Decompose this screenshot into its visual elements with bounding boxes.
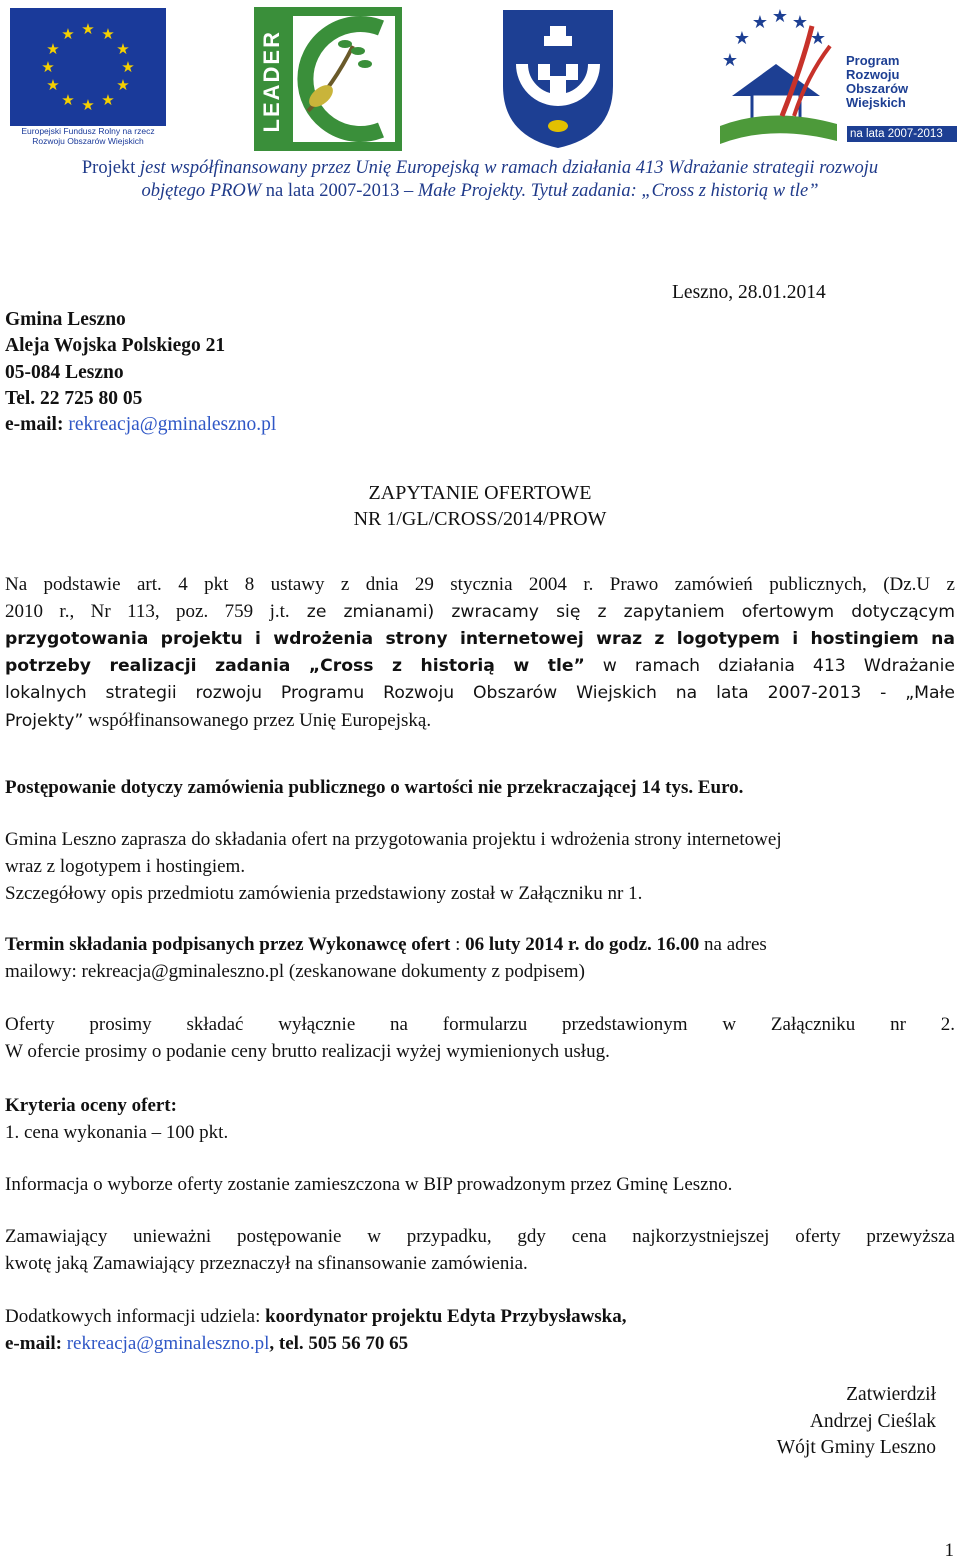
svg-text:★: ★ [791,12,809,33]
invite-line-3: Szczegółowy opis przedmiotu zamówienia przedstawiony został w Załączniku nr 1. [5,883,643,904]
title-line-1: ZAPYTANIE OFERTOWE [368,482,592,504]
info-paragraph: Informacja o wyborze oferty zostanie zamieszczona w BIP prowadzonym przez Gminę Leszno. [5,1174,733,1195]
intro-line-3: przygotowania projektu i wdrożenia strony internetowej wraz z logotypem i hostingiem na [5,629,955,649]
leader-logo [253,6,403,152]
cancel-line-2: kwotę jaką Zamawiający przeznaczył na sfinansowanie zamówienia. [5,1253,528,1274]
cancel-line-1: Zamawiający unieważni postępowanie w przypadku, gdy cena najkorzystniejszej oferty przewyższa [5,1226,955,1247]
intro-line-1: Na podstawie art. 4 pkt 8 ustawy z dnia 29 stycznia 2004 r. Prawo zamówień publicznych, (Dz.U z [5,574,955,595]
intro-line-6: Projekty” współfinansowanego przez Unię Europejską. [5,710,432,731]
coat-of-arms-logo [498,6,618,152]
svg-text:★: ★ [81,20,95,38]
svg-text:★: ★ [733,28,751,49]
svg-text:★: ★ [46,40,60,58]
svg-text:★: ★ [771,6,789,27]
criteria-item-1: 1. cena wykonania – 100 pkt. [5,1122,229,1143]
document-date: Leszno, 28.01.2014 [672,282,826,303]
document-title [0,480,960,532]
signature-role: Wójt Gminy Leszno [776,1437,936,1458]
sender-city: 05-084 Leszno [5,361,124,383]
form-line-2: W ofercie prosimy o podanie ceny brutto realizacji wyżej wymienionych usług. [5,1041,610,1062]
svg-text:★: ★ [81,96,95,114]
svg-text:★: ★ [61,25,75,43]
funding-banner [0,157,960,203]
sender-email-row: e-mail: rekreacja@gminaleszno.pl [5,414,277,436]
signature-approved: Zatwierdził [846,1384,936,1405]
signature-block [777,1382,936,1462]
sender-address [5,307,276,438]
svg-text:★: ★ [101,25,115,43]
banner-line-1: Projekt jest współfinansowany przez Unię Europejską w ramach działania 413 Wdrażanie strategii rozwoju [81,158,879,178]
eu-logo [8,6,168,146]
svg-text:★: ★ [46,76,60,94]
form-line-1: Oferty prosimy składać wyłącznie na formularzu przedstawionym w Załączniku nr 2. [5,1014,955,1035]
banner-line-2: objętego PROW na lata 2007-2013 – Małe Projekty. Tytuł zadania: „Cross z historią w tle” [141,181,819,201]
signature-name: Andrzej Cieślak [809,1410,936,1432]
intro-paragraph [5,571,955,735]
deadline-paragraph [5,931,955,985]
invitation-paragraph [5,826,955,907]
page-number: 1 [944,1540,954,1561]
svg-text:★: ★ [721,50,739,71]
invite-line-1: Gmina Leszno zaprasza do składania ofert na przygotowania projektu i wdrożenia strony internetowej [5,829,782,850]
svg-text:★: ★ [61,91,75,109]
prow-emblem-icon [712,6,842,152]
value-note: Postępowanie dotyczy zamówienia publicznego o wartości nie przekraczającej 14 tys. Euro. [5,777,744,798]
sender-email-link[interactable]: rekreacja@gminaleszno.pl [68,414,277,436]
intro-line-4: potrzeby realizacji zadania „Cross z historią w tle” w ramach działania 413 Wdrażanie [5,656,955,676]
svg-text:★: ★ [101,91,115,109]
intro-line-5: lokalnych strategii rozwoju Programu Rozwoju Obszarów Wiejskich na lata 2007-2013 - „Małe [5,683,955,703]
eu-flag-icon [8,6,168,146]
intro-line-2: 2010 r., Nr 113, poz. 759 j.t. ze zmianami) zwracamy się z zapytaniem ofertowym dotyczącym [5,601,955,622]
form-paragraph [5,1011,955,1065]
invite-line-2: wraz z logotypem i hostingiem. [5,856,246,877]
svg-text:★: ★ [751,12,769,33]
contact-paragraph [5,1303,955,1357]
svg-text:★: ★ [41,58,55,76]
svg-text:★: ★ [116,40,130,58]
criteria-section [5,1092,955,1146]
deadline-line-2: mailowy: rekreacja@gminaleszno.pl (zeskanowane dokumenty z podpisem) [5,961,585,982]
coat-of-arms-icon [498,6,618,152]
contact-line-1: Dodatkowych informacji udziela: koordynator projektu Edyta Przybysławska, [5,1306,627,1327]
svg-text:★: ★ [121,58,135,76]
deadline-line-1: Termin składania podpisanych przez Wykonawcę ofert : 06 luty 2014 r. do godz. 16.00 na adres [5,934,767,955]
prow-logo [712,6,957,152]
criteria-heading: Kryteria oceny ofert: [5,1095,177,1116]
sender-street: Aleja Wojska Polskiego 21 [5,335,226,357]
contact-email-link[interactable]: rekreacja@gminaleszno.pl [66,1333,270,1354]
svg-text:★: ★ [809,28,827,49]
leader-text: LEADER [259,30,284,133]
cancel-paragraph [5,1223,955,1277]
sender-phone: Tel. 22 725 80 05 [5,387,143,409]
prow-years: na lata 2007-2013 [847,126,957,142]
prow-text: Program Rozwoju Obszarów Wiejskich [846,53,909,110]
eu-caption: Europejski Fundusz Rolny na rzecz Rozwoju Obszarów Wiejskich [21,126,155,146]
sender-name: Gmina Leszno [5,309,126,330]
svg-text:★: ★ [116,76,130,94]
contact-line-2: e-mail: rekreacja@gminaleszno.pl, tel. 505 56 70 65 [5,1333,409,1354]
title-line-2: NR 1/GL/CROSS/2014/PROW [353,508,607,530]
